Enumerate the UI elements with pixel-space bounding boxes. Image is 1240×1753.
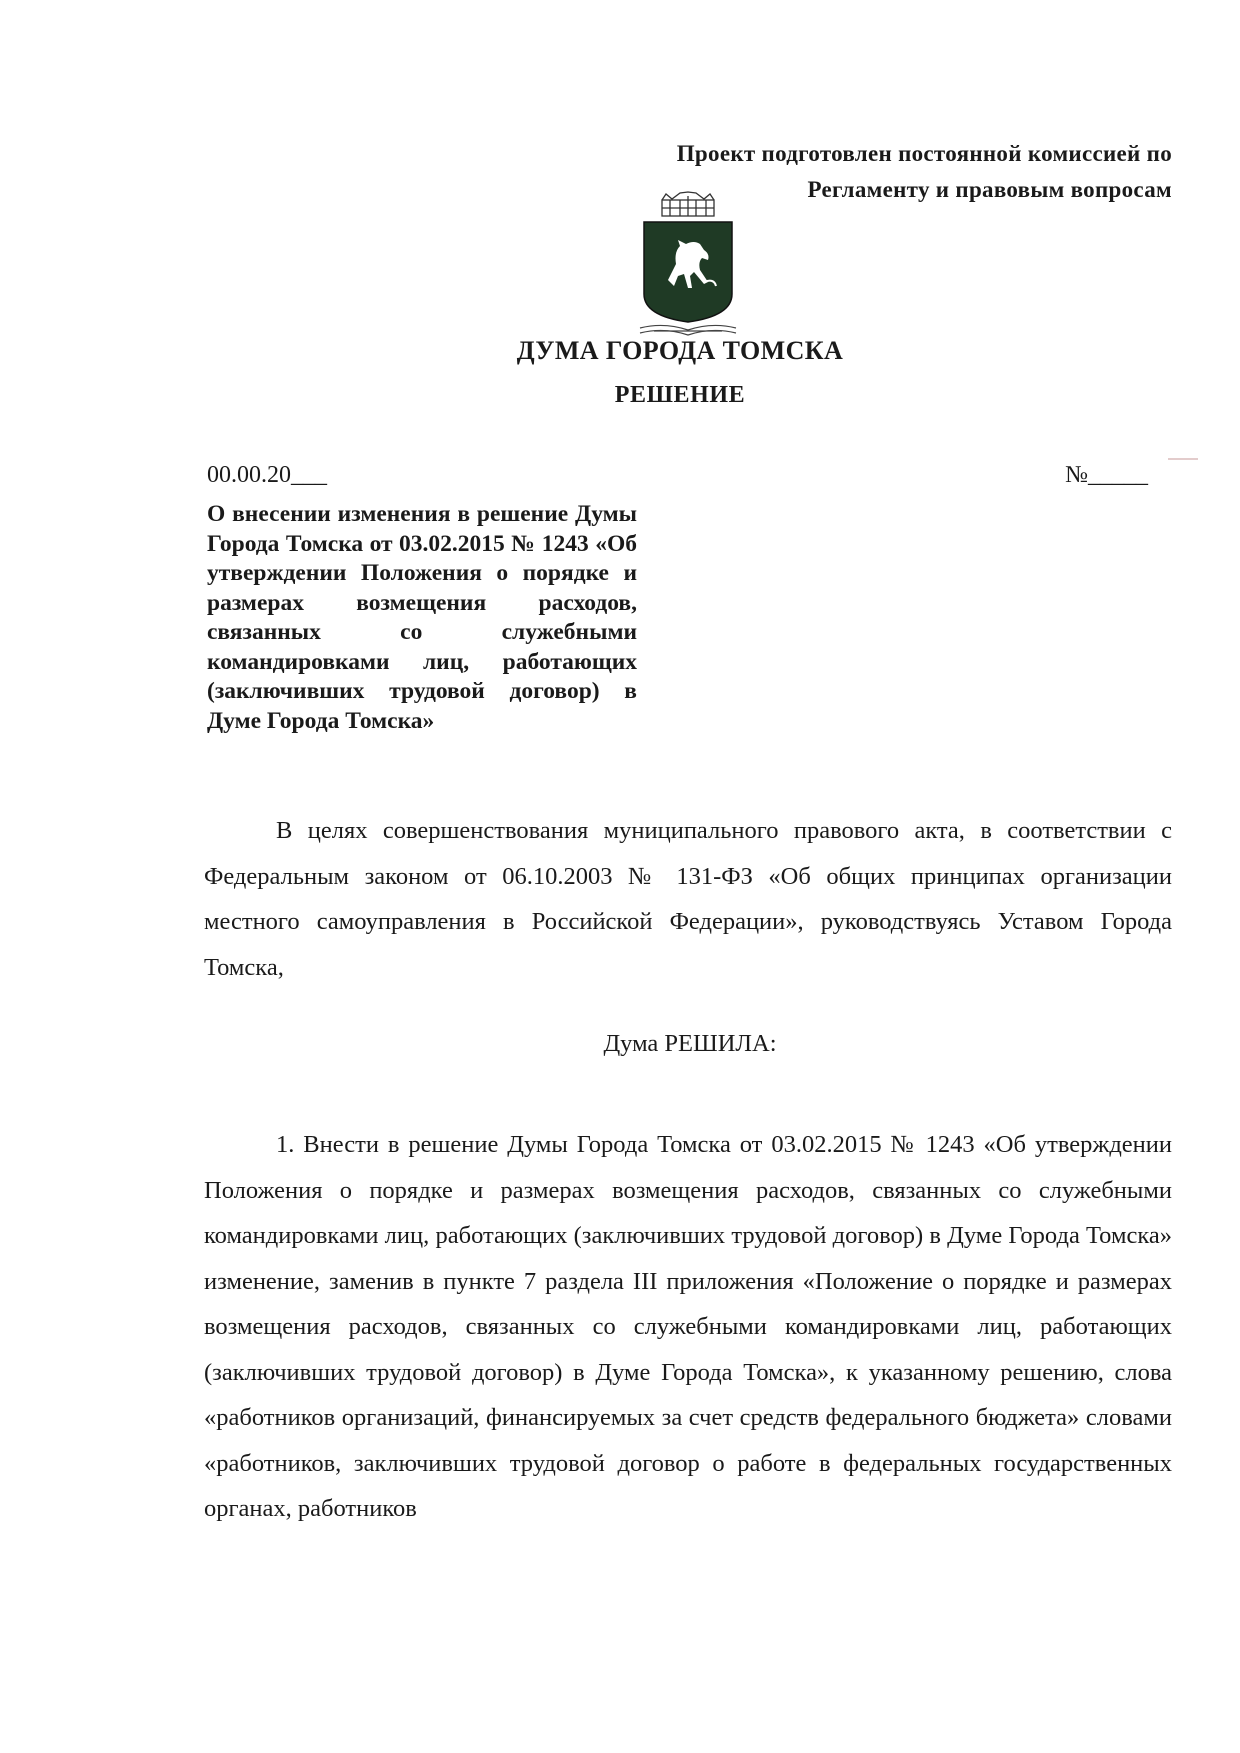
decision-number: №_____ [1065,462,1148,488]
decision-subject: О внесении изменения в решение Думы Города Томска от 03.02.2015 № 1243 «Об утверждении Положения о порядке и размерах возмещения расходов, связанных со служебными командировками лиц, работающих (заключивших трудовой договор) в Думе Города Томска» [207,501,637,734]
document-type-title: РЕШЕНИЕ [614,382,746,408]
decision-date: 00.00.20___ [207,462,327,488]
paragraph-1: 1. Внести в решение Думы Города Томска от 03.02.2015 № 1243 «Об утверждении Положения о порядке и размерах возмещения расходов, связанных со служебными командировками лиц, работающих (заключивших трудовой договор) в Думе Города Томска» изменение, заменив в пункте 7 раздела III приложения «Положение о порядке и размерах возмещения расходов, связанных со служебными командировками лиц, работающих (заключивших трудовой договор) в Думе Города Томска», к указанному решению, слова «работников организаций, финансируемых за счет средств федерального бюджета» словами «работников, заключивших трудовой договор о работе в федеральных государственных органах, работников [204,1131,1172,1522]
prepared-line-1: Проект подготовлен постоянной комиссией по [676,141,1172,166]
preamble-paragraph: В целях совершенствования муниципального правового акта, в соответствии с Федеральным законом от 06.10.2003 № 131-ФЗ «Об общих принципах организации местного самоуправления в Российской Федерации», руководствуясь Уставом Города Томска, [204,817,1172,981]
tomsk-coat-of-arms-icon [634,190,742,340]
resolved-heading: Дума РЕШИЛА: [603,1030,777,1057]
scan-artifact [1168,458,1198,460]
prepared-line-2: Регламенту и правовым вопросам [807,177,1172,202]
prepared-by-note [677,136,1172,208]
organization-title: ДУМА ГОРОДА ТОМСКА [516,336,844,365]
